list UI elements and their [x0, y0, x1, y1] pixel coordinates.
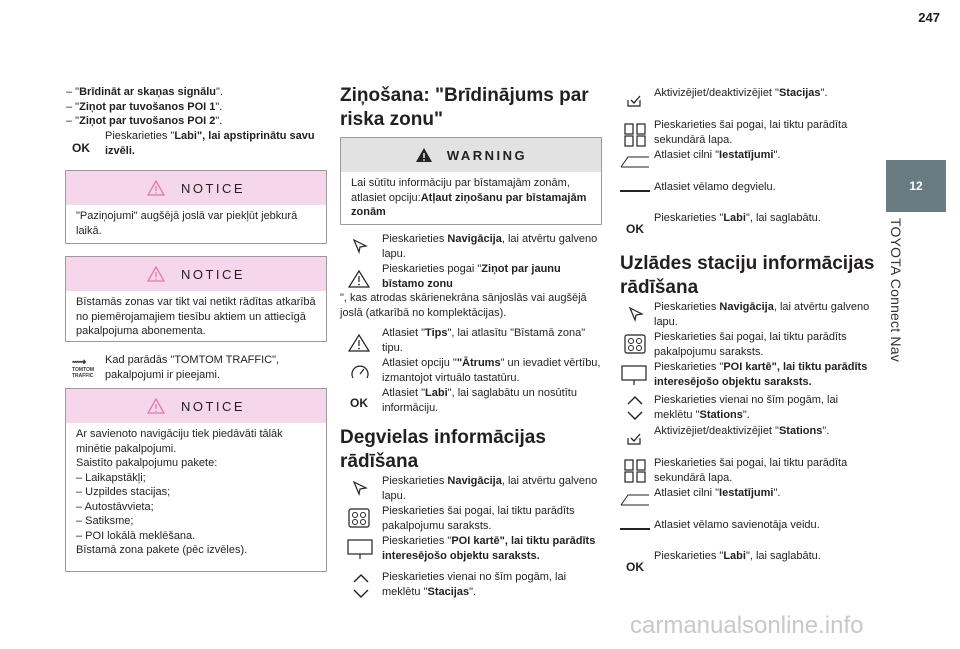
step-text: Atlasiet vēlamo savienotāja veidu.	[654, 519, 820, 531]
option-bar-icon	[620, 528, 650, 530]
step-text: Pieskarieties šai pogai, lai tiktu parādīta sekundārā lapa.	[654, 457, 848, 484]
step-text: Pieskarieties šai pogai, lai tiktu parādīts pakalpojumu saraksts.	[382, 505, 575, 532]
navigation-arrow-icon	[352, 238, 368, 254]
chevron-up-icon[interactable]	[352, 572, 370, 584]
step-text: Pieskarieties "POI kartē", lai tiktu parādīts interesējošo objektu saraksts.	[382, 535, 596, 562]
list-item: – "Ziņot par tuvošanos POI 2".	[66, 115, 223, 127]
step-text: Pieskarieties "Labi", lai saglabātu.	[654, 212, 821, 224]
step-text: Pieskarieties vienai no šīm pogām, lai meklētu "Stations".	[654, 394, 839, 421]
ok-icon: OK	[626, 560, 644, 574]
ok-icon: OK	[72, 141, 90, 155]
notice-header	[66, 389, 326, 423]
step-text: Pieskarieties pogai "Ziņot par jaunu bīstamo zonu	[382, 263, 561, 290]
notice-box	[65, 388, 327, 572]
warning-text: Lai sūtītu informāciju par bīstamajām zonām, atlasiet opciju:Atļaut ziņošanu par bīstamajām zonām	[351, 177, 587, 218]
step-text: Aktivizējiet/deaktivizējiet "Stacijas".	[654, 87, 828, 99]
step-text: Pieskarieties Navigācija, lai atvērtu galveno lapu.	[382, 233, 598, 260]
list-item: – "Brīdināt ar skaņas signālu".	[66, 86, 223, 98]
chapter-title-text: TOYOTA Connect Nav	[888, 218, 904, 362]
notice-label: NOTICE	[180, 180, 246, 196]
tomtom-traffic-icon: ⟿ TOMTOM TRAFFIC	[72, 357, 95, 379]
tomtom-text: Kad parādās "TOMTOM TRAFFIC", pakalpojumi ir pieejami.	[105, 354, 280, 381]
checkbox-icon[interactable]	[626, 432, 642, 446]
step-text: Atlasiet "Labi", lai saglabātu un nosūtītu informāciju.	[382, 387, 577, 414]
step-text: Pieskarieties Navigācija, lai atvērtu galveno lapu.	[654, 301, 870, 328]
section-title: Uzlādes staciju informācijas rādīšana	[620, 253, 875, 298]
notice-header	[66, 171, 326, 205]
step-text: Atlasiet opciju ""Ātrums" un ievadiet vērtību, izmantojot virtuālo tastatūru.	[382, 357, 601, 384]
secondary-page-icon	[622, 122, 648, 148]
step-text: Aktivizējiet/deaktivizējiet "Stations".	[654, 425, 830, 437]
notice-box	[65, 170, 327, 244]
notice-box	[65, 256, 327, 342]
notice-label: NOTICE	[180, 266, 246, 282]
page-number: 247	[918, 10, 940, 25]
services-grid-icon	[622, 332, 648, 356]
secondary-page-icon	[622, 458, 648, 484]
section-title: Degvielas informācijas rādīšana	[340, 427, 546, 472]
step-text: Atlasiet cilni "Iestatījumi".	[654, 487, 781, 499]
chapter-tab[interactable]: 12	[886, 160, 946, 212]
step-text: Pieskarieties "POI kartē", lai tiktu parādīts interesējošo objektu saraksts.	[654, 361, 868, 388]
step-text: Pieskarieties šai pogai, lai tiktu parādīts pakalpojumu saraksts.	[654, 331, 847, 358]
services-grid-icon	[346, 506, 372, 530]
option-list	[66, 85, 326, 129]
step-text-continued: ", kas atrodas skārienekrāna sānjoslās vai augšējā joslā (atkarībā no komplektācijas).	[340, 292, 587, 319]
step-text: Pieskarieties "Labi", lai saglabātu.	[654, 550, 821, 562]
poi-map-icon	[346, 538, 374, 560]
warning-triangle-icon	[147, 266, 165, 282]
notice-label: NOTICE	[180, 398, 246, 414]
option-bar-icon	[620, 190, 650, 192]
warning-triangle-icon	[415, 147, 433, 163]
ok-icon: OK	[626, 222, 644, 236]
hazard-type-icon	[348, 334, 370, 352]
notice-text: "Paziņojumi" augšējā joslā var piekļūt jebkurā laikā.	[76, 210, 298, 237]
notice-text: Bīstamās zonas var tikt vai netikt rādītas atkarībā no piemērojamajiem tiesību aktiem un attiecīgā pakalpojuma abonementa.	[76, 296, 316, 337]
warning-triangle-icon	[147, 180, 165, 196]
navigation-arrow-icon	[352, 480, 368, 496]
step-text: Atlasiet cilni "Iestatījumi".	[654, 149, 781, 161]
step-text: Pieskarieties vienai no šīm pogām, lai meklētu "Stacijas".	[382, 571, 567, 598]
chevron-down-icon[interactable]	[352, 588, 370, 600]
navigation-arrow-icon	[628, 306, 644, 322]
step-text: Atlasiet "Tips", lai atlasītu "Bīstamā zona" tipu.	[382, 327, 586, 354]
step-text: Pieskarieties Navigācija, lai atvērtu galveno lapu.	[382, 475, 598, 502]
warning-box	[340, 137, 602, 225]
settings-tab-icon	[620, 156, 650, 168]
watermark: carmanualsonline.info	[630, 612, 864, 639]
chevron-down-icon[interactable]	[626, 410, 644, 422]
settings-tab-icon	[620, 494, 650, 506]
notice-header	[66, 257, 326, 291]
step-text: Pieskarieties šai pogai, lai tiktu parādīta sekundārā lapa.	[654, 119, 848, 146]
section-title: Ziņošana: "Brīdinājums par riska zonu"	[340, 85, 589, 130]
list-item: – "Ziņot par tuvošanos POI 1".	[66, 100, 223, 113]
poi-map-icon	[620, 364, 648, 386]
warning-triangle-icon	[147, 398, 165, 414]
ok-icon: OK	[350, 396, 368, 410]
warning-label: WARNING	[446, 147, 528, 163]
checkbox-icon[interactable]	[626, 94, 642, 108]
chevron-up-icon[interactable]	[626, 394, 644, 406]
notice-text: Ar savienoto navigāciju tiek piedāvāti tālāk minētie pakalpojumi. Saistīto pakalpojumu pakete: – Laikapstākļi; – Uzpildes stacijas; – Autostāvvieta; – Satiksme; – POI lokālā meklēšana. Bīstamā zona pakete (pēc izvēles).	[76, 428, 283, 556]
ok-instruction: Pieskarieties "Labi", lai apstiprinātu savu izvēli.	[105, 130, 315, 157]
step-text: Atlasiet vēlamo degvielu.	[654, 181, 776, 193]
warning-header	[341, 138, 601, 172]
chapter-title	[880, 218, 952, 378]
speedometer-icon	[350, 364, 370, 382]
